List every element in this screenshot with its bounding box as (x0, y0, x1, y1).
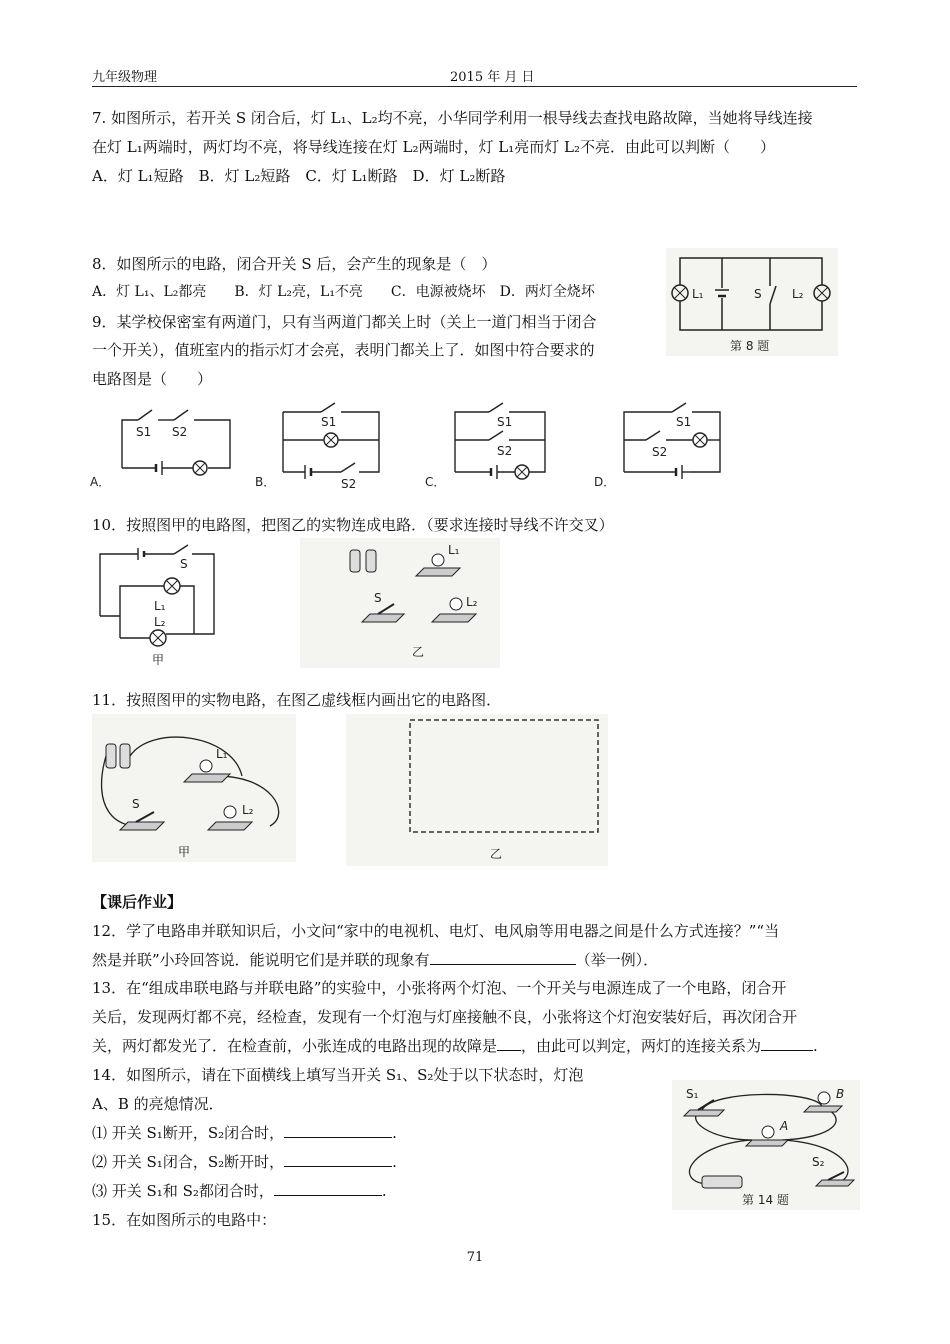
q10-battery-icon (350, 550, 376, 572)
q10-figure-jia (94, 538, 224, 668)
q12-line2 (92, 949, 658, 971)
q9b-s2: S2 (341, 477, 357, 491)
q10-yi-caption: 乙 (412, 645, 425, 659)
q8-figure (666, 248, 838, 356)
q9-figure-c (425, 400, 575, 492)
q13-line1: 13．在“组成串联电路与并联电路”的实验中，小张将两个灯泡、一个开关与电源连成了一个电路，闭合开 (92, 979, 787, 997)
q7-options: A．灯 L₁短路 B．灯 L₂短路 C．灯 L₁断路 D．灯 L₂断路 (92, 167, 506, 185)
q9d-letter: D． (594, 475, 616, 489)
q11-label-s: S (132, 797, 140, 811)
q11-figure-jia (92, 714, 296, 862)
q9d-s2: S2 (652, 445, 668, 459)
q10-figure-yi (300, 538, 500, 668)
q14-blank-3[interactable] (274, 1181, 382, 1196)
q14-caption: 第 14 题 (742, 1193, 789, 1207)
q8-label-l2: L₂ (792, 287, 804, 301)
q14-item3 (92, 1180, 387, 1202)
q11-figure-yi (346, 714, 608, 866)
q13-blank-connection[interactable] (761, 1036, 813, 1051)
q10-jia-caption: 甲 (152, 653, 165, 667)
q14-label-b: B (836, 1087, 845, 1101)
q8-line1: 8．如图所示的电路，闭合开关 S 后，会产生的现象是（ ） (92, 255, 497, 273)
q10-lamp-l1-icon (416, 554, 460, 576)
q9d-s1: S1 (676, 415, 692, 429)
q14-figure (672, 1080, 860, 1210)
q9b-s1: S1 (321, 415, 337, 429)
q12-text-a: 然是并联”小玲回答说．能说明它们是并联的现象有 (92, 951, 430, 969)
q12-text-b: （举一例）． (575, 951, 659, 969)
q10-line1: 10．按照图甲的电路图，把图乙的实物连成电路．（要求连接时导线不许交叉） (92, 516, 614, 534)
q13-line3 (92, 1035, 818, 1057)
q8-options: A．灯 L₁、L₂都亮 B．灯 L₂亮，L₁不亮 C．电源被烧坏 D．两灯全烧坏 (92, 284, 595, 300)
q8-lamp-l2 (814, 285, 830, 301)
q11-battery-icon (106, 744, 130, 768)
q14-blank-2[interactable] (284, 1152, 392, 1167)
q9-figure-a (90, 400, 240, 492)
q13-blank-fault[interactable] (497, 1036, 521, 1051)
homework-title: 【课后作业】 (92, 893, 183, 911)
q9a-letter: A． (90, 475, 111, 489)
q11-line1: 11．按照图甲的实物电路，在图乙虚线框内画出它的电路图． (92, 691, 502, 709)
q13-text-c: . (813, 1037, 818, 1055)
q8-circuit-diagram (666, 248, 838, 356)
q14-line1: 14．如图所示，请在下面横线上填写当开关 S₁、S₂处于以下状态时，灯泡 (92, 1066, 584, 1084)
page-header (92, 66, 857, 87)
q14-item3-text: ⑶ 开关 S₁和 S₂都闭合时， (92, 1182, 274, 1200)
q14-period-1: . (392, 1124, 397, 1142)
q8-caption: 第 8 题 (730, 339, 770, 353)
q10-yi-label-l1: L₁ (448, 543, 460, 557)
q12-line1: 12．学了电路串并联知识后，小文问“家中的电视机、电灯、电风扇等用电器之间是什么方式连接？”“当 (92, 922, 780, 940)
q13-text-a: 关，两灯都发光了．在检查前，小张连成的电路出现的故障是 (92, 1037, 498, 1055)
q8-label-l1: L₁ (692, 287, 704, 301)
q14-item1-text: ⑴ 开关 S₁断开，S₂闭合时， (92, 1124, 285, 1142)
q11-jia-caption: 甲 (178, 845, 191, 859)
q14-blank-1[interactable] (284, 1123, 392, 1138)
q11-dashed-frame (410, 720, 598, 832)
q11-label-l1: L₁ (216, 747, 228, 761)
q14-item1 (92, 1122, 397, 1144)
q9a-s2: S2 (172, 425, 188, 439)
q8-label-s: S (754, 287, 762, 301)
header-subject: 九年级物理 (92, 70, 158, 85)
header-date: 2015 年 月 日 (450, 70, 535, 85)
q7-line2: 在灯 L₁两端时，两灯均不亮，将导线连接在灯 L₂两端时，灯 L₁亮而灯 L₂不亮．由此可以判断（ ） (92, 138, 775, 156)
q11-yi-caption: 乙 (490, 847, 503, 861)
q11-switch-icon (120, 812, 164, 830)
q11-label-l2: L₂ (242, 803, 254, 817)
q7-line1: 7. 如图所示，若开关 S 闭合后，灯 L₁、L₂均不亮，小华同学利用一根导线去查找电路故障，当她将导线连接 (92, 109, 813, 127)
q10-yi-label-l2: L₂ (466, 595, 478, 609)
q9a-s1: S1 (136, 425, 152, 439)
q9c-s2: S2 (497, 444, 513, 458)
q10-jia-label-l2: L₂ (154, 615, 166, 629)
q9-figure-d (594, 400, 744, 492)
q14-item2 (92, 1151, 397, 1173)
q14-switch-s2-icon (816, 1172, 854, 1186)
q9-line1: 9．某学校保密室有两道门，只有当两道门都关上时（关上一道门相当于闭合 (92, 313, 597, 331)
q13-line2: 关后，发现两灯都不亮，经检查，发现有一个灯泡与灯座接触不良，小张将这个灯泡安装好后，再次闭合开 (92, 1008, 798, 1026)
q15-line1: 15．在如图所示的电路中： (92, 1211, 277, 1229)
q14-period-3: . (381, 1182, 387, 1200)
q9b-letter: B． (255, 475, 276, 489)
q14-battery-icon (702, 1176, 742, 1188)
q13-text-b: ，由此可以判定，两灯的连接关系为 (521, 1037, 762, 1055)
q9c-s1: S1 (497, 415, 513, 429)
q9-line3: 电路图是（ ） (92, 370, 213, 388)
q10-jia-label-s: S (180, 557, 188, 571)
q14-label-s1: S₁ (686, 1087, 699, 1101)
q14-line2: A、B 的亮熄情况． (92, 1095, 224, 1113)
q8-lamp-l1 (672, 285, 688, 301)
q9c-letter: C． (425, 475, 446, 489)
q10-switch-icon (362, 604, 404, 622)
q10-jia-label-l1: L₁ (154, 599, 166, 613)
q14-label-s2: S₂ (812, 1155, 825, 1169)
q14-period-2: . (392, 1153, 397, 1171)
q11-lamp-l1-icon (184, 760, 230, 782)
q9-line2: 一个开关），值班室内的指示灯才会亮，表明门都关上了．如图中符合要求的 (92, 341, 595, 359)
q14-label-a: A (780, 1119, 789, 1133)
q9-figure-b (255, 400, 405, 492)
page-number: 71 (466, 1250, 484, 1265)
q10-yi-label-s: S (374, 591, 382, 605)
q12-answer-blank[interactable] (430, 950, 576, 965)
q14-item2-text: ⑵ 开关 S₁闭合，S₂断开时， (92, 1153, 285, 1171)
